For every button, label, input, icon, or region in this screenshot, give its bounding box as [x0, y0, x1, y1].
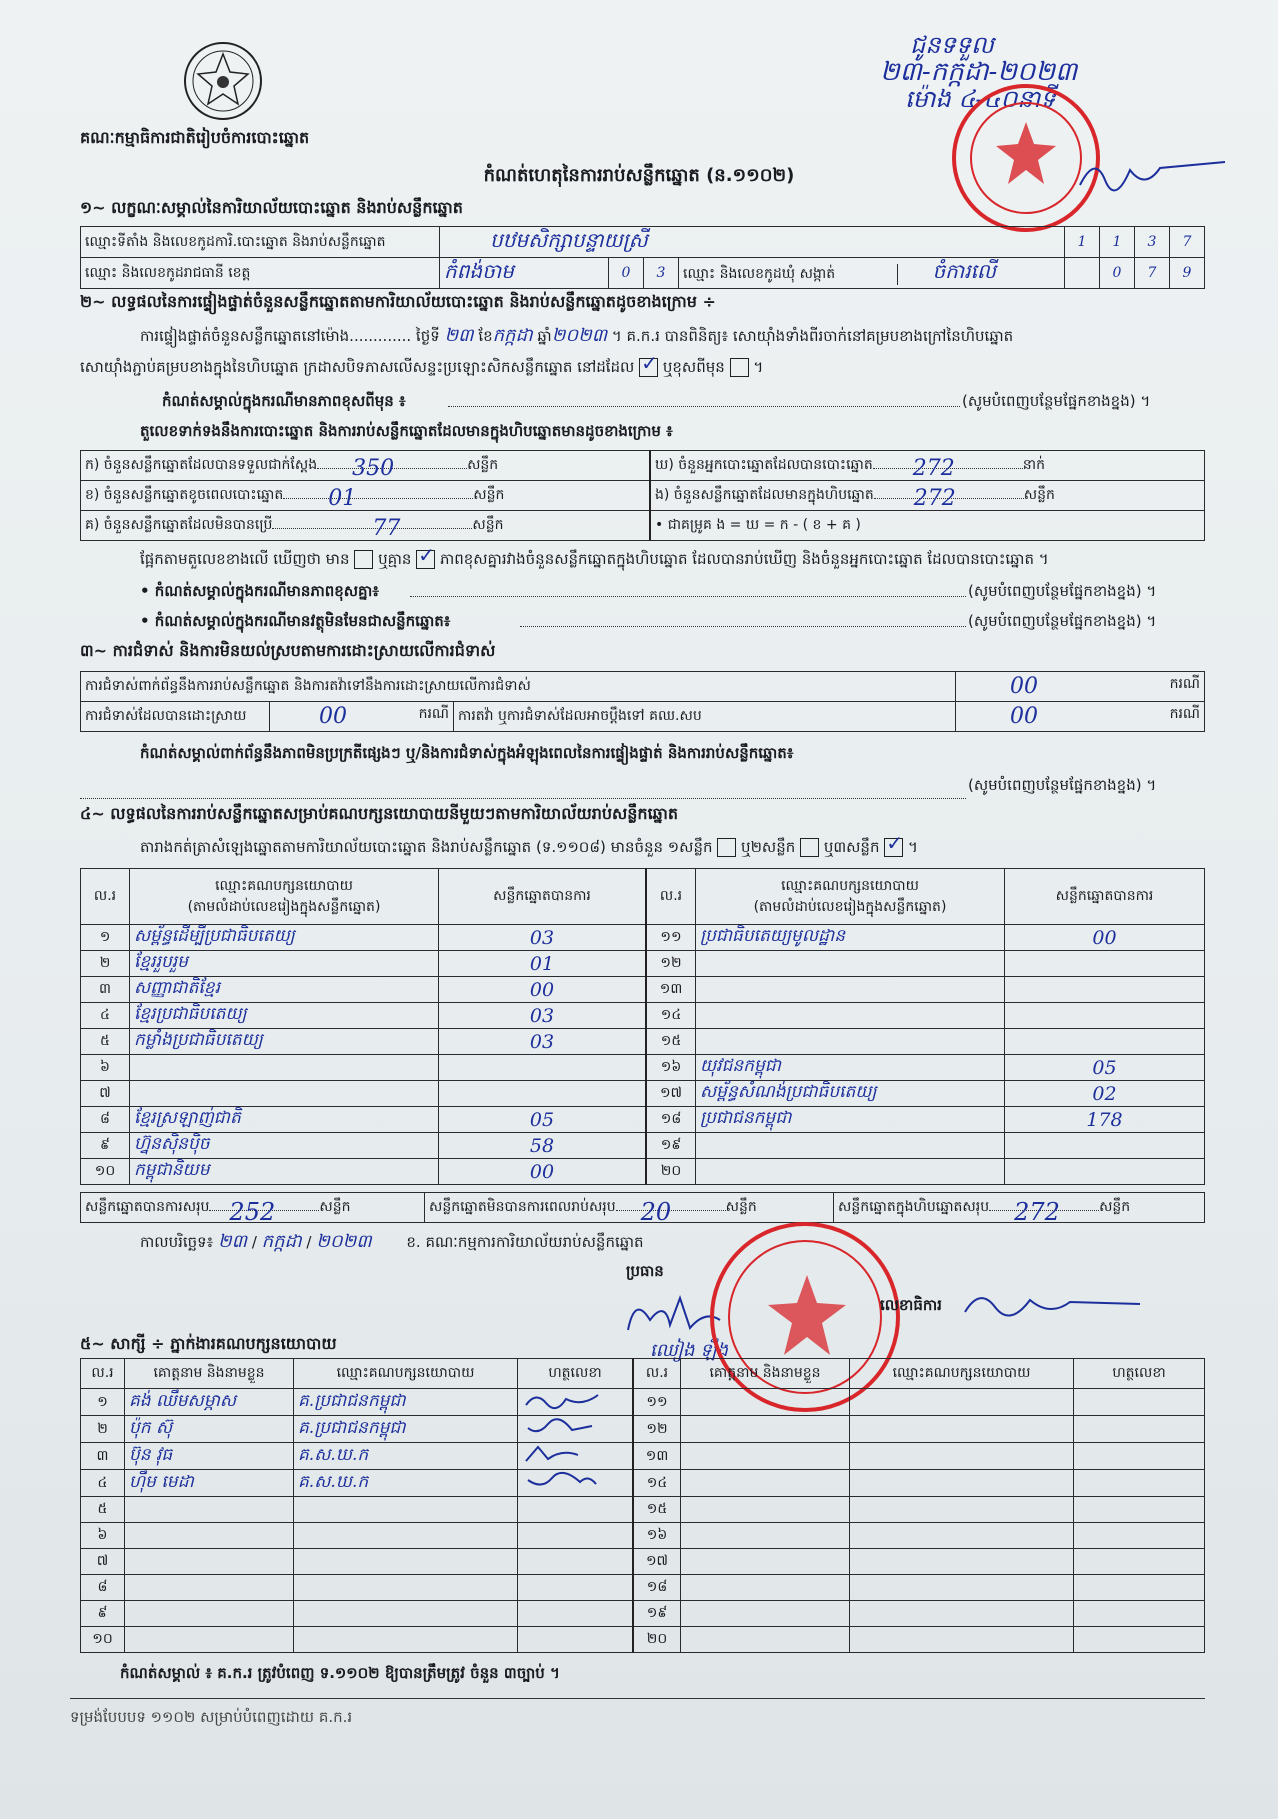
witness-row — [81, 1601, 1205, 1627]
two-sheets-checkbox[interactable] — [800, 838, 819, 857]
irregularity-line[interactable] — [80, 798, 966, 799]
witness-name — [681, 1497, 850, 1523]
witness-name — [125, 1497, 294, 1523]
witness-no: ១៤ — [633, 1470, 681, 1497]
witness-party — [850, 1470, 1074, 1497]
spoiled-ballots-value: 01 — [328, 486, 357, 511]
witness-name — [681, 1575, 850, 1601]
witness-name — [125, 1601, 294, 1627]
witness-party — [294, 1627, 518, 1653]
ballot-figures-table — [80, 450, 1205, 541]
witness-name: ប៊ុន វុធ — [125, 1443, 294, 1470]
received-note: ជូនទទួល — [910, 31, 994, 59]
party-row — [81, 977, 1205, 1003]
witness-party — [850, 1523, 1074, 1549]
witness-name — [681, 1389, 850, 1416]
received-ballots-cell: ក) ចំនួនសន្លឹកឆ្នោតដែលបានទទួលជាក់ស្តែង 350 សន្លឹក — [81, 451, 651, 481]
invalid-total-cell: សន្លឹកឆ្នោតមិនបានការពេលរាប់សរុប 20 សន្លឹក — [425, 1193, 834, 1223]
witness-party — [294, 1575, 518, 1601]
commune-code-3: 9 — [1170, 258, 1205, 289]
verification-paragraph-line2: សោយ៉ាំងភ្ជាប់គម្របខាងក្នុងនៃហិបឆ្នោត ក្រដាសបិទភាសលើសន្ទះប្រឡោះសិកសន្លឹកឆ្នោត នៅដដែល ✓ ឬខុសពីមុន ។ — [80, 351, 764, 376]
party-name: ខ្មែររួបរួម — [130, 951, 439, 977]
irregularity-note: កំណត់សម្គាល់ពាក់ព័ន្ធនឹងភាពមិនប្រក្រតីផ្សេងៗ ឬ/និងការជំទាស់ក្នុងអំឡុងពេលនៃការផ្ទៀងផ្ទាត់ និងការរាប់សន្លឹកឆ្នោត៖ — [140, 744, 794, 762]
witness-party: គ.ស.ឃ.ក — [294, 1443, 518, 1470]
witness-name — [681, 1416, 850, 1443]
party-row — [81, 1081, 1205, 1107]
witness-no: ២០ — [633, 1627, 681, 1653]
witness-name — [125, 1523, 294, 1549]
location-table — [80, 226, 1205, 289]
org-name: គណៈកម្មាធិការជាតិរៀបចំការបោះឆ្នោត — [80, 128, 310, 147]
sign-month: កក្កដា — [261, 1231, 302, 1252]
objection-label: ការជំទាស់ពាក់ព័ន្ធនឹងការរាប់សន្លឹកឆ្នោត និងការតវ៉ាទៅនឹងការដោះស្រាយលើការជំទាស់ — [81, 672, 956, 702]
appeal-label: ការតវ៉ា ឬការជំទាស់ដែលអាចប្តឹងទៅ គឈ.សប — [454, 702, 956, 732]
footer-text: ទម្រង់បែបបទ ១១០២ សម្រាប់បំពេញដោយ គ.ក.រ — [70, 1708, 353, 1726]
witness-signature — [1074, 1627, 1205, 1653]
col-votes-left: សន្លឹកឆ្នោតបានការ — [439, 869, 647, 925]
witness-name — [681, 1549, 850, 1575]
party-results-table — [80, 868, 1205, 1185]
commune-name: ចំការលើ — [932, 259, 996, 283]
party-name: ខ្មែរស្រឡាញ់ជាតិ — [130, 1107, 439, 1133]
col-no-left: ល.រ — [81, 869, 130, 925]
witness-col-sign-right: ហត្ថលេខា — [1074, 1359, 1205, 1389]
compare-line: ផ្អែកតាមតួលេខខាងលើ ឃើញថា មាន ឬគ្មាន ✓ ភាពខុសគ្នារវាងចំនួនសន្លឹកឆ្នោតក្នុងហិបឆ្នោត ដែលបានរាប់ឃើញ និងចំនួនអ្នកបោះឆ្នោត ដែលបានបោះឆ្នោត ។ — [140, 543, 1049, 568]
invalid-total-value: 20 — [640, 1198, 672, 1226]
party-row — [81, 1055, 1205, 1081]
witness-row — [81, 1389, 1205, 1416]
witness-col-name-right: គោត្តនាម និងនាមខ្លួន — [681, 1359, 850, 1389]
witness-party: គ.ប្រជាជនកម្ពុជា — [294, 1389, 518, 1416]
box-total-value: 272 — [1014, 1198, 1060, 1226]
objections-table — [80, 671, 1205, 732]
witness-col-party-right: ឈ្មោះគណបក្សនយោបាយ — [850, 1359, 1074, 1389]
witness-signature — [1074, 1470, 1205, 1497]
witness-col-sign-left: ហត្ថលេខា — [518, 1359, 634, 1389]
party-no: ៧ — [81, 1081, 130, 1107]
party-votes — [439, 1055, 647, 1081]
witness-no: ១៥ — [633, 1497, 681, 1523]
location-code-3: 3 — [1135, 227, 1170, 258]
witness-row — [81, 1416, 1205, 1443]
col-no-right: ល.រ — [646, 869, 696, 925]
has-difference-checkbox[interactable] — [354, 550, 373, 569]
witness-no: ១៦ — [633, 1523, 681, 1549]
party-votes: 03 — [439, 1029, 647, 1055]
witness-name: ហ៊ឹម មេដា — [125, 1470, 294, 1497]
witness-signature — [518, 1497, 634, 1523]
witness-party — [294, 1497, 518, 1523]
col-party-left: ឈ្មោះគណបក្សនយោបាយ (តាមលំដាប់លេខរៀងក្នុងសន្លឹកឆ្នោត) — [130, 869, 439, 925]
party-no: ១៩ — [646, 1133, 696, 1159]
witness-signature — [518, 1575, 634, 1601]
witness-signature-mark — [522, 1389, 602, 1411]
witness-party — [850, 1416, 1074, 1443]
witness-name — [125, 1627, 294, 1653]
unused-ballots-cell: គ) ចំនួនសន្លឹកឆ្នោតដែលមិនបានប្រើ 77 សន្លឹក — [81, 511, 651, 541]
party-no: ១៣ — [646, 977, 696, 1003]
verify-month: កក្កដា — [492, 325, 533, 346]
party-no: ២០ — [646, 1159, 696, 1185]
witness-signature-mark — [522, 1470, 602, 1492]
party-name: សម្ព័ន្ធសំណង់ប្រជាធិបតេយ្យ — [696, 1081, 1005, 1107]
party-row — [81, 1029, 1205, 1055]
party-votes: 03 — [439, 925, 647, 951]
objection-value: 00 — [1010, 674, 1038, 699]
witness-party: គ.ប្រជាជនកម្ពុជា — [294, 1416, 518, 1443]
location-code-1: 1 — [1065, 227, 1100, 258]
witness-no: ១៣ — [633, 1443, 681, 1470]
difference-note-line[interactable] — [448, 406, 960, 407]
witness-signature — [518, 1470, 634, 1497]
party-votes: 178 — [1005, 1107, 1205, 1133]
party-votes: 05 — [439, 1107, 647, 1133]
witness-party — [850, 1575, 1074, 1601]
party-row — [81, 1133, 1205, 1159]
witness-party: គ.ស.ឃ.ក — [294, 1470, 518, 1497]
witness-no: ១១ — [633, 1389, 681, 1416]
party-votes — [1005, 951, 1205, 977]
witness-signature — [518, 1601, 634, 1627]
three-sheets-checkbox[interactable]: ✓ — [886, 831, 904, 855]
witness-no: ១២ — [633, 1416, 681, 1443]
witness-col-no-right: ល.រ — [633, 1359, 681, 1389]
party-votes — [439, 1081, 647, 1107]
section5-title: ៥~ សាក្សី ÷ ភ្នាក់ងារគណបក្សនយោបាយ — [80, 1334, 337, 1353]
party-no: ៣ — [81, 977, 130, 1003]
province-code-2: 3 — [644, 258, 679, 289]
voters-cell: ឃ) ចំនួនអ្នកបោះឆ្នោតដែលបានបោះឆ្នោត 272 នាក់ — [650, 451, 1205, 481]
witness-signature — [1074, 1416, 1205, 1443]
difference-bullet-suffix: (សូមបំពេញបន្ថែមផ្នែកខាងខ្នង) ។ — [968, 582, 1157, 600]
received-time: ម៉ោង ៤-៤០នាទី — [905, 85, 1056, 113]
party-row — [81, 951, 1205, 977]
party-votes: 00 — [439, 977, 647, 1003]
col-party-right: ឈ្មោះគណបក្សនយោបាយ (តាមលំដាប់លេខរៀងក្នុងសន្លឹកឆ្នោត) — [696, 869, 1005, 925]
difference-note-label: កំណត់សម្គាល់ក្នុងករណីមានភាពខុសពីមុន ៖ — [162, 392, 406, 410]
witness-no: ៩ — [81, 1601, 125, 1627]
president-label: ប្រធាន — [626, 1262, 664, 1280]
party-name: សញ្ញាជាតិខ្មែរ — [130, 977, 439, 1003]
party-name: ខ្មែរប្រជាធិបតេយ្យ — [130, 1003, 439, 1029]
party-votes: 05 — [1005, 1055, 1205, 1081]
party-name — [696, 1133, 1005, 1159]
verify-year: ២០២៣ — [551, 325, 608, 346]
witness-party — [294, 1549, 518, 1575]
witness-name — [125, 1549, 294, 1575]
location-label: ឈ្មោះទីតាំង និងលេខកូដការិ.បោះឆ្នោត និងរាប់សន្លឹកឆ្នោត — [81, 227, 440, 258]
party-row — [81, 925, 1205, 951]
witness-party — [294, 1601, 518, 1627]
party-name — [696, 1159, 1005, 1185]
witness-signature — [1074, 1523, 1205, 1549]
party-no: ១៥ — [646, 1029, 696, 1055]
appeal-value: 00 — [1010, 704, 1038, 729]
province-code-1: 0 — [609, 258, 644, 289]
witness-row — [81, 1549, 1205, 1575]
appeal-cell: 00 ករណី — [956, 702, 1205, 732]
one-sheet-checkbox[interactable] — [717, 838, 736, 857]
party-name — [696, 977, 1005, 1003]
witness-name — [681, 1523, 850, 1549]
party-no: ១៦ — [646, 1055, 696, 1081]
box-total-cell: សន្លឹកឆ្នោតក្នុងហិបឆ្នោតសរុប 272 សន្លឹក — [834, 1193, 1205, 1223]
witness-name — [681, 1443, 850, 1470]
sign-year: ២០២៣ — [316, 1231, 372, 1252]
party-name: ប្រជាធិបតេយ្យមូលដ្ឋាន — [696, 925, 1005, 951]
location-code-4: 7 — [1170, 227, 1205, 258]
spoiled-ballots-cell: ខ) ចំនួនសន្លឹកឆ្នោតខូចពេលបោះឆ្នោត 01 សន្លឹក — [81, 481, 651, 511]
party-no: ៩ — [81, 1133, 130, 1159]
section1-title: ១~ លក្ខណៈសម្គាល់នៃការិយាល័យបោះឆ្នោត និងរាប់សន្លឹកឆ្នោត — [80, 198, 463, 217]
figures-intro: តួលេខទាក់ទងនឹងការបោះឆ្នោត និងការរាប់សន្លឹកឆ្នោតដែលមានក្នុងហិបឆ្នោតមានដូចខាងក្រោម ៖ — [140, 422, 673, 440]
party-votes: 02 — [1005, 1081, 1205, 1107]
form-title: កំណត់ហេតុនៃការរាប់សន្លឹកឆ្នោត (ន.១១០២) — [483, 165, 795, 186]
foreign-object-bullet: • កំណត់សម្គាល់ក្នុងករណីមានវត្ថុមិនមែនជាសន្លឹកឆ្នោត៖ — [140, 612, 451, 630]
valid-total-cell: សន្លឹកឆ្នោតបានការសរុប 252 សន្លឹក — [81, 1193, 425, 1223]
party-no: ១ — [81, 925, 130, 951]
witness-party — [850, 1601, 1074, 1627]
province-name: កំពង់ចាម — [440, 258, 609, 289]
party-row — [81, 1107, 1205, 1133]
witness-row — [81, 1523, 1205, 1549]
party-name: យុវជនកម្ពុជា — [696, 1055, 1005, 1081]
party-no: ១២ — [646, 951, 696, 977]
witness-no: ៤ — [81, 1470, 125, 1497]
witness-signature — [1074, 1389, 1205, 1416]
witness-no: ៧ — [81, 1549, 125, 1575]
party-name: សម្ព័ន្ធដើម្បីប្រជាធិបតេយ្យ — [130, 925, 439, 951]
witness-signature — [518, 1443, 634, 1470]
party-no: ៨ — [81, 1107, 130, 1133]
unused-ballots-value: 77 — [372, 516, 401, 541]
objection-cell: 00 ករណី — [956, 672, 1205, 702]
witness-signature — [518, 1523, 634, 1549]
party-name — [696, 951, 1005, 977]
witness-signature — [518, 1389, 634, 1416]
foreign-object-suffix: (សូមបំពេញបន្ថែមផ្នែកខាងខ្នង) ។ — [968, 612, 1157, 630]
received-ballots-value: 350 — [352, 456, 395, 481]
witness-table — [80, 1358, 1205, 1653]
party-name: ប្រជាជនកម្ពុជា — [696, 1107, 1005, 1133]
party-no: ៥ — [81, 1029, 130, 1055]
voters-value: 272 — [912, 456, 955, 481]
witness-col-no-left: ល.រ — [81, 1359, 125, 1389]
witness-no: ៨ — [81, 1575, 125, 1601]
witness-signature — [518, 1549, 634, 1575]
changed-checkbox[interactable] — [730, 358, 749, 377]
emblem-icon — [180, 38, 266, 124]
valid-total-value: 252 — [229, 1198, 276, 1226]
party-votes — [1005, 977, 1205, 1003]
witness-name: ប៉ុក ស៊ុ — [125, 1416, 294, 1443]
commune-code-2: 7 — [1135, 258, 1170, 289]
witness-col-name-left: គោត្តនាម និងនាមខ្លួន — [125, 1359, 294, 1389]
party-votes — [1005, 1133, 1205, 1159]
footer-divider — [70, 1698, 1205, 1699]
witness-signature — [1074, 1549, 1205, 1575]
party-no: ១០ — [81, 1159, 130, 1185]
witness-no: ៦ — [81, 1523, 125, 1549]
sheets-line: តារាងកត់ត្រាសំឡេងឆ្នោតតាមការិយាល័យបោះឆ្នោត និងរាប់សន្លឹកឆ្នោត (ទ.១១០៨) មានចំនួន ១សន្លឹក ឬ២សន្លឹក ឬ៣សន្លឹក ✓ ។ — [140, 831, 918, 856]
witness-party — [294, 1523, 518, 1549]
box-ballots-value: 272 — [913, 486, 956, 511]
party-votes: 58 — [439, 1133, 647, 1159]
witness-no: ១៨ — [633, 1575, 681, 1601]
witness-name — [681, 1601, 850, 1627]
resolved-value: 00 — [319, 704, 347, 729]
difference-note-suffix: (សូមបំពេញបន្ថែមផ្នែកខាងខ្នង) ។ — [962, 392, 1151, 410]
party-name — [130, 1055, 439, 1081]
witness-party — [850, 1549, 1074, 1575]
party-name — [130, 1081, 439, 1107]
verification-paragraph-line1: ការផ្ទៀងផ្ទាត់ចំនួនសន្លឹកឆ្នោតនៅម៉ោង............. ថ្ងៃទី ២៣ ខែកក្កដា ឆ្នាំ២០២៣ ។ គ.ក.រ បានពិនិត្យ៖ សោយ៉ាំងទាំងពីរចាក់នៅគម្របខាងក្រៅនៃហិបឆ្នោត — [140, 325, 1014, 346]
stamp-emblem-icon — [990, 118, 1062, 198]
difference-bullet-line[interactable] — [410, 596, 966, 597]
party-row — [81, 1003, 1205, 1029]
section4-title: ៤~ លទ្ធផលនៃការរាប់សន្លឹកឆ្នោតសម្រាប់គណបក្សនយោបាយនីមួយៗតាមការិយាល័យរាប់សន្លឹកឆ្នោត — [80, 804, 679, 823]
unchanged-checkbox[interactable]: ✓ — [641, 351, 658, 375]
witness-row — [81, 1575, 1205, 1601]
witness-col-party-left: ឈ្មោះគណបក្សនយោបាយ — [294, 1359, 518, 1389]
witness-no: ៣ — [81, 1443, 125, 1470]
witness-party — [850, 1389, 1074, 1416]
date-line: កាលបរិច្ឆេទ៖ ២៣ / កក្កដា / ២០២៣ ខ. គណៈកម្មការការិយាល័យរាប់សន្លឹកឆ្នោត — [140, 1231, 644, 1252]
witness-party — [850, 1443, 1074, 1470]
party-name — [696, 1029, 1005, 1055]
no-difference-checkbox[interactable]: ✓ — [418, 543, 435, 567]
secretary-signature — [960, 1282, 1160, 1322]
box-ballots-cell: ង) ចំនួនសន្លឹកឆ្នោតដែលមានក្នុងហិបឆ្នោត 272 សន្លឹក — [650, 481, 1205, 511]
sign-day: ២៣ — [218, 1231, 248, 1252]
commune-label: ឈ្មោះ និងលេខកូដឃុំ សង្កាត់ — [679, 264, 898, 285]
witness-signature — [1074, 1497, 1205, 1523]
party-votes: 00 — [1005, 925, 1205, 951]
party-votes: 01 — [439, 951, 647, 977]
witness-no: ១៧ — [633, 1549, 681, 1575]
resolved-cell: 00 ករណី — [270, 702, 454, 732]
formula-cell: • ជាគម្រូគ ង = ឃ = ក - ( ខ + គ ) — [650, 511, 1205, 541]
totals-table — [80, 1192, 1205, 1226]
footnote: កំណត់សម្គាល់ ៖ គ.ក.រ ត្រូវបំពេញ ទ.១១០២ ឱ្យបានត្រឹមត្រូវ ចំនួន ៣ច្បាប់ ។ — [120, 1664, 560, 1682]
party-votes: 00 — [439, 1159, 647, 1185]
party-no: ១៤ — [646, 1003, 696, 1029]
witness-no: ១៩ — [633, 1601, 681, 1627]
witness-row — [81, 1627, 1205, 1653]
secretary-label: លេខាធិការ — [880, 1296, 942, 1314]
section2-title: ២~ លទ្ធផលនៃការផ្ទៀងផ្ទាត់ចំនួនសន្លឹកឆ្នោតតាមការិយាល័យបោះឆ្នោត និងរាប់សន្លឹកឆ្នោតដូចខាងក្រោម ÷ — [80, 292, 716, 311]
location-code-2: 1 — [1100, 227, 1135, 258]
col-votes-right: សន្លឹកឆ្នោតបានការ — [1005, 869, 1205, 925]
party-no: ១៧ — [646, 1081, 696, 1107]
witness-name — [125, 1575, 294, 1601]
witness-name: គង់ ឈឹមសម្ភាស — [125, 1389, 294, 1416]
party-no: ២ — [81, 951, 130, 977]
witness-no: ២ — [81, 1416, 125, 1443]
president-name: ឈៀង ឡឹង — [650, 1340, 728, 1361]
party-no: ៤ — [81, 1003, 130, 1029]
party-no: ៦ — [81, 1055, 130, 1081]
witness-signature — [1074, 1575, 1205, 1601]
witness-no: ១០ — [81, 1627, 125, 1653]
received-date: ២៣-កក្កដា-២០២៣ — [880, 57, 1078, 87]
witness-signature-mark — [522, 1416, 602, 1438]
party-votes — [1005, 1003, 1205, 1029]
witness-no: ៥ — [81, 1497, 125, 1523]
irregularity-suffix: (សូមបំពេញបន្ថែមផ្នែកខាងខ្នង) ។ — [968, 776, 1157, 794]
witness-no: ១ — [81, 1389, 125, 1416]
province-label: ឈ្មោះ និងលេខកូដរាជធានី ខេត្ត — [81, 258, 440, 289]
witness-row — [81, 1443, 1205, 1470]
witness-name — [681, 1470, 850, 1497]
party-no: ១១ — [646, 925, 696, 951]
party-votes — [1005, 1159, 1205, 1185]
witness-party — [850, 1627, 1074, 1653]
party-row — [81, 1159, 1205, 1185]
party-votes: 03 — [439, 1003, 647, 1029]
witness-signature — [518, 1416, 634, 1443]
party-name: កម្លាំងប្រជាធិបតេយ្យ — [130, 1029, 439, 1055]
difference-bullet: • កំណត់សម្គាល់ក្នុងករណីមានភាពខុសគ្នា៖ — [140, 582, 379, 600]
witness-party — [850, 1497, 1074, 1523]
witness-name — [681, 1627, 850, 1653]
location-name: បឋមសិក្សាបន្ទាយស្រី — [440, 227, 1065, 258]
party-name: កម្ពុជានិយម — [130, 1159, 439, 1185]
party-no: ១៨ — [646, 1107, 696, 1133]
witness-signature — [1074, 1601, 1205, 1627]
witness-signature — [518, 1627, 634, 1653]
commune-code-1: 0 — [1100, 258, 1135, 289]
party-name: ហ្វ៊ុនស៊ិនប៉ិច — [130, 1133, 439, 1159]
foreign-object-line[interactable] — [520, 626, 966, 627]
resolved-label: ការជំទាស់ដែលបានដោះស្រាយ — [81, 702, 270, 732]
witness-row — [81, 1470, 1205, 1497]
committee-stamp-emblem-icon — [764, 1271, 850, 1363]
section3-title: ៣~ ការជំទាស់ និងការមិនយល់ស្របតាមការដោះស្រាយលើការជំទាស់ — [80, 641, 496, 660]
witness-row — [81, 1497, 1205, 1523]
party-name — [696, 1003, 1005, 1029]
witness-signature-mark — [522, 1443, 602, 1465]
party-votes — [1005, 1029, 1205, 1055]
verify-day: ២៣ — [444, 325, 474, 346]
witness-signature — [1074, 1443, 1205, 1470]
